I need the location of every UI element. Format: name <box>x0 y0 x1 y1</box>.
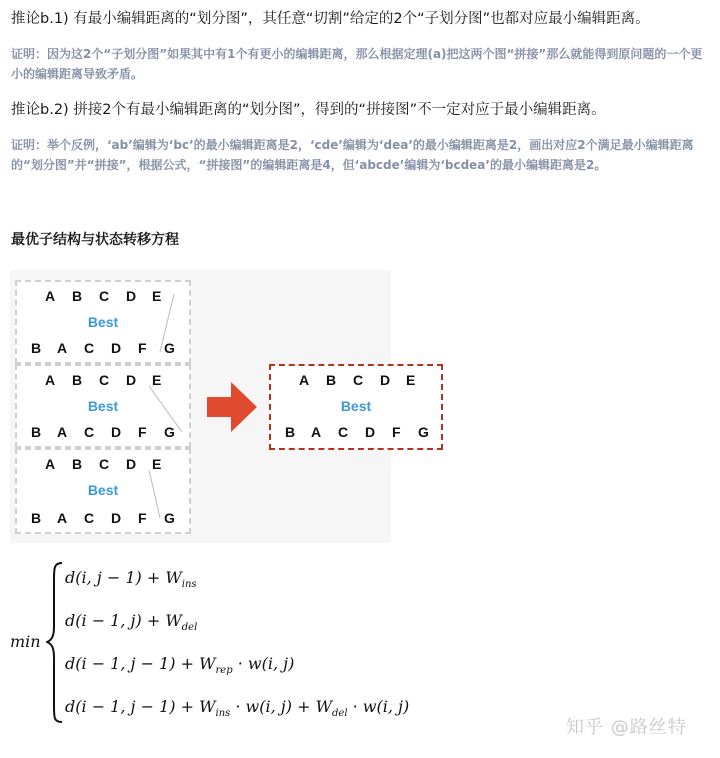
sequence-letter: A <box>45 372 56 388</box>
sequence-letter: F <box>138 510 147 526</box>
best-label: Best <box>340 398 372 414</box>
sequence-letter: E <box>152 288 162 304</box>
sequence-letter: E <box>152 456 162 472</box>
sequence-letter: A <box>45 288 56 304</box>
left-brace-icon <box>46 560 64 725</box>
watermark: 知乎 @路丝特 <box>566 717 687 738</box>
case-insert: d(i, $j - 1) + W_{ins}$ <box>65 568 197 591</box>
sequence-letter: B <box>31 424 42 440</box>
sequence-letter: D <box>111 340 122 356</box>
sequence-letter: B <box>326 372 337 388</box>
sequence-letter: D <box>111 424 122 440</box>
corollary-b2-proof: 证明：举个反例，‘ab’编辑为‘bc’的最小编辑距离是2，‘cde’编辑为‘dea’的最小编辑距离是2，画出对应2个满足最小编辑距离的“划分图”并“拼接”，根据公式，“拼接图”的编辑距离是4，但‘abcde’编辑为‘bcdea’的最小编辑距离是2。 <box>11 138 694 172</box>
sequence-letter: C <box>84 510 95 526</box>
sequence-letter: D <box>380 372 391 388</box>
corollary-b1-proof: 证明：因为这2个“子划分图”如果其中有1个有更小的编辑距离，那么根据定理(a)把这两个图“拼接”那么就能得到原问题的一个更小的编辑距离导致矛盾。 <box>11 47 703 81</box>
sequence-letter: F <box>392 424 401 440</box>
sequence-letter: C <box>99 456 110 472</box>
best-label: Best <box>87 398 119 414</box>
corollary-b1-title: 推论b.1) 有最小编辑距离的“划分图”，其任意“切割”给定的2个“子划分图”也都对应最小编辑距离。 <box>11 11 650 27</box>
sequence-letter: E <box>406 372 416 388</box>
best-label: Best <box>87 314 119 330</box>
sequence-letter: A <box>57 510 68 526</box>
sequence-letter: B <box>72 456 83 472</box>
sequence-letter: F <box>138 424 147 440</box>
partition-figure <box>10 270 429 543</box>
partition-box-3 <box>15 448 191 534</box>
case-delete: d(i − 1, $j) + W_{del}$ <box>65 611 198 634</box>
sequence-letter: C <box>338 424 349 440</box>
transition-equation <box>10 560 430 730</box>
sequence-letter: A <box>57 340 68 356</box>
alignment-line <box>17 282 189 362</box>
sequence-letter: A <box>57 424 68 440</box>
min-operator: min <box>10 632 41 651</box>
sequence-letter: C <box>84 424 95 440</box>
sequence-letter: A <box>299 372 310 388</box>
sequence-letter: B <box>285 424 296 440</box>
partition-box-1 <box>15 280 191 364</box>
alignment-line <box>17 366 189 446</box>
best-label: Best <box>87 482 119 498</box>
sequence-letter: B <box>31 340 42 356</box>
alignment-line <box>17 450 189 532</box>
sequence-letter: E <box>152 372 162 388</box>
sequence-letter: G <box>164 424 175 440</box>
merged-partition-box <box>269 364 443 450</box>
sequence-letter: G <box>418 424 429 440</box>
section-title: 最优子结构与状态转移方程 <box>11 232 179 248</box>
sequence-letter: B <box>72 372 83 388</box>
sequence-letter: B <box>72 288 83 304</box>
case-replace: d(i − 1, $j - 1) + W_{rep} \cdot w(i$, j) <box>65 654 295 677</box>
sequence-letter: B <box>31 510 42 526</box>
sequence-letter: G <box>164 510 175 526</box>
sequence-letter: D <box>126 372 137 388</box>
sequence-letter: G <box>164 340 175 356</box>
sequence-letter: C <box>353 372 364 388</box>
sequence-letter: D <box>126 456 137 472</box>
sequence-letter: F <box>138 340 147 356</box>
sequence-letter: C <box>99 372 110 388</box>
sequence-letter: A <box>45 456 56 472</box>
sequence-letter: C <box>99 288 110 304</box>
case-insert-delete: d(i − 1, $j - 1) + W_{ins} \cdot w(i$, $j) + W_{del} \cdot w(i$, j) <box>65 697 410 720</box>
sequence-letter: D <box>111 510 122 526</box>
sequence-letter: D <box>126 288 137 304</box>
corollary-b2-title: 推论b.2) 拼接2个有最小编辑距离的“划分图”，得到的“拼接图”不一定对应于最小编辑距离。 <box>11 102 606 118</box>
sequence-letter: C <box>84 340 95 356</box>
sequence-letter: A <box>311 424 322 440</box>
sequence-letter: D <box>365 424 376 440</box>
partition-box-2 <box>15 364 191 448</box>
arrow-right-icon <box>207 382 259 432</box>
